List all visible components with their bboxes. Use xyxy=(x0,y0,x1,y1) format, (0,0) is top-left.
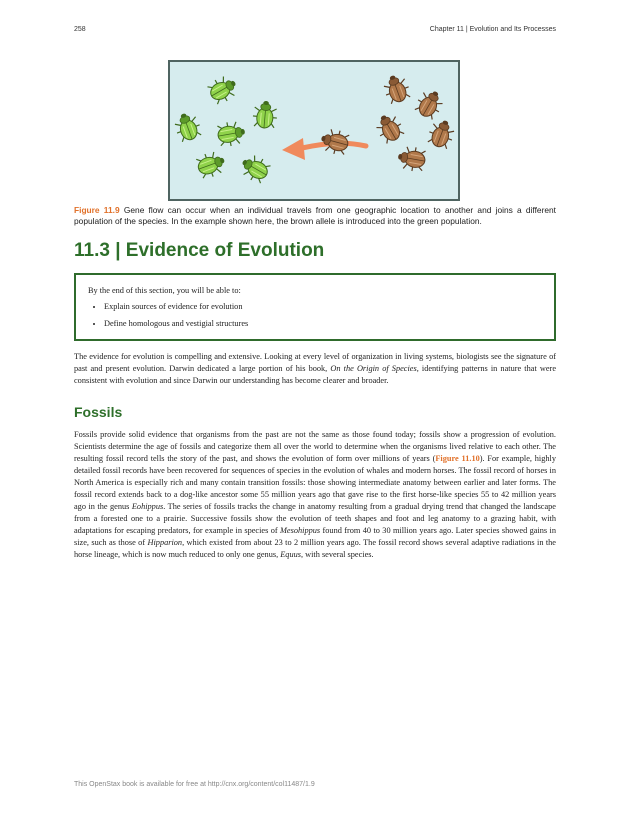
green-beetle xyxy=(195,149,229,181)
section-title: 11.3 | Evidence of Evolution xyxy=(74,240,325,261)
page-number: 258 xyxy=(74,26,86,33)
gene-flow-illustration xyxy=(170,62,458,199)
brown-beetle xyxy=(381,72,413,106)
figure-caption-text: Gene flow can occur when an individual travels from one geographic location to another and joins a different population of the species. In the example shown here, the brown allele is introduced into the green population. xyxy=(74,205,557,226)
brown-beetle xyxy=(372,110,406,145)
objectives-list xyxy=(88,302,542,328)
figure-caption xyxy=(74,205,556,227)
green-beetle xyxy=(216,120,247,148)
green-beetle xyxy=(172,110,204,144)
gene-flow-figure xyxy=(168,60,460,201)
genus-name: Hipparion xyxy=(147,538,183,547)
chapter-header: Chapter 11 | Evolution and Its Processes xyxy=(429,26,556,33)
fossils-heading: Fossils xyxy=(74,404,123,420)
text-run: The evidence for evolution is compelling and extensive. Looking at every level of organization in living systems, biologists see the signature of past and present evolution. Darwin dedicated a large portion of his book, xyxy=(74,352,556,373)
text-run: , with several species. xyxy=(300,550,374,559)
figure-reference-link[interactable]: Figure 11.10 xyxy=(435,454,480,463)
genus-name: Equus xyxy=(280,550,301,559)
migration-arrowhead xyxy=(282,138,305,160)
figure-label: Figure 11.9 xyxy=(74,205,120,215)
genus-name: Eohippus xyxy=(131,502,164,511)
objective-item: • Define homologous and vestigial structures xyxy=(104,319,542,328)
objective-item: • Explain sources of evidence for evolution xyxy=(104,302,542,311)
text-run: , which existed from about 23 to 2 million years ago. The fossil record shows several adaptive radiations in the horse lineage, which is now much reduced to only one genus, xyxy=(74,538,556,559)
green-beetle xyxy=(237,151,272,185)
text-run: ). For example, highly detailed fossil records have been recovered for sequences of species in the evolution of whales and modern horses. The fossil record of horses in North America is especially rich and many contain transition fossils: those showing intermediate anatomy between earlier and later forms. The fossil record extends back to a dog-like ancestor some 55 million years ago that gave rise to the first horse-like species 55 to 42 million years ago in the genus xyxy=(74,454,556,511)
brown-beetle xyxy=(426,117,458,151)
text-run: . The series of fossils tracks the change in anatomy resulting from a gradual drying trend that changed the landscape from a forested one to a prairie. Successive fossils show the evolution of teeth shapes and foot and leg anatomy to a grazing habit, with adaptations for escaping predators, for example in species of xyxy=(74,502,556,535)
brown-beetle xyxy=(396,145,427,173)
book-title: On the Origin of Species xyxy=(330,364,417,373)
text-run: found from 40 to 30 million years ago. Later species showed gains in size, such as those of xyxy=(74,526,556,547)
page-footer: This OpenStax book is available for free at http://cnx.org/content/col11487/1.9 xyxy=(74,781,315,788)
genus-name: Mesohippus xyxy=(280,526,321,535)
brown-beetle xyxy=(413,86,447,121)
text-run: , identifying patterns in nature that were consistent with evolution and since Darwin our understanding has become clearer and broader. xyxy=(74,364,557,385)
learning-objectives-box xyxy=(74,273,556,341)
text-run: Fossils provide solid evidence that organisms from the past are not the same as those found today; fossils show a progression of evolution. Scientists determine the age of fossils and categorize them all over the world to determine when the organisms lived relative to each other. The resulting fossil record tells the story of the past, and shows the evolution of form over millions of years ( xyxy=(74,430,556,463)
objectives-intro: By the end of this section, you will be able to: xyxy=(88,286,241,295)
fossils-paragraph xyxy=(74,429,556,561)
migrating-brown-beetle xyxy=(318,127,350,157)
green-beetle xyxy=(252,100,278,129)
green-beetle xyxy=(206,72,241,106)
intro-paragraph xyxy=(74,351,556,387)
